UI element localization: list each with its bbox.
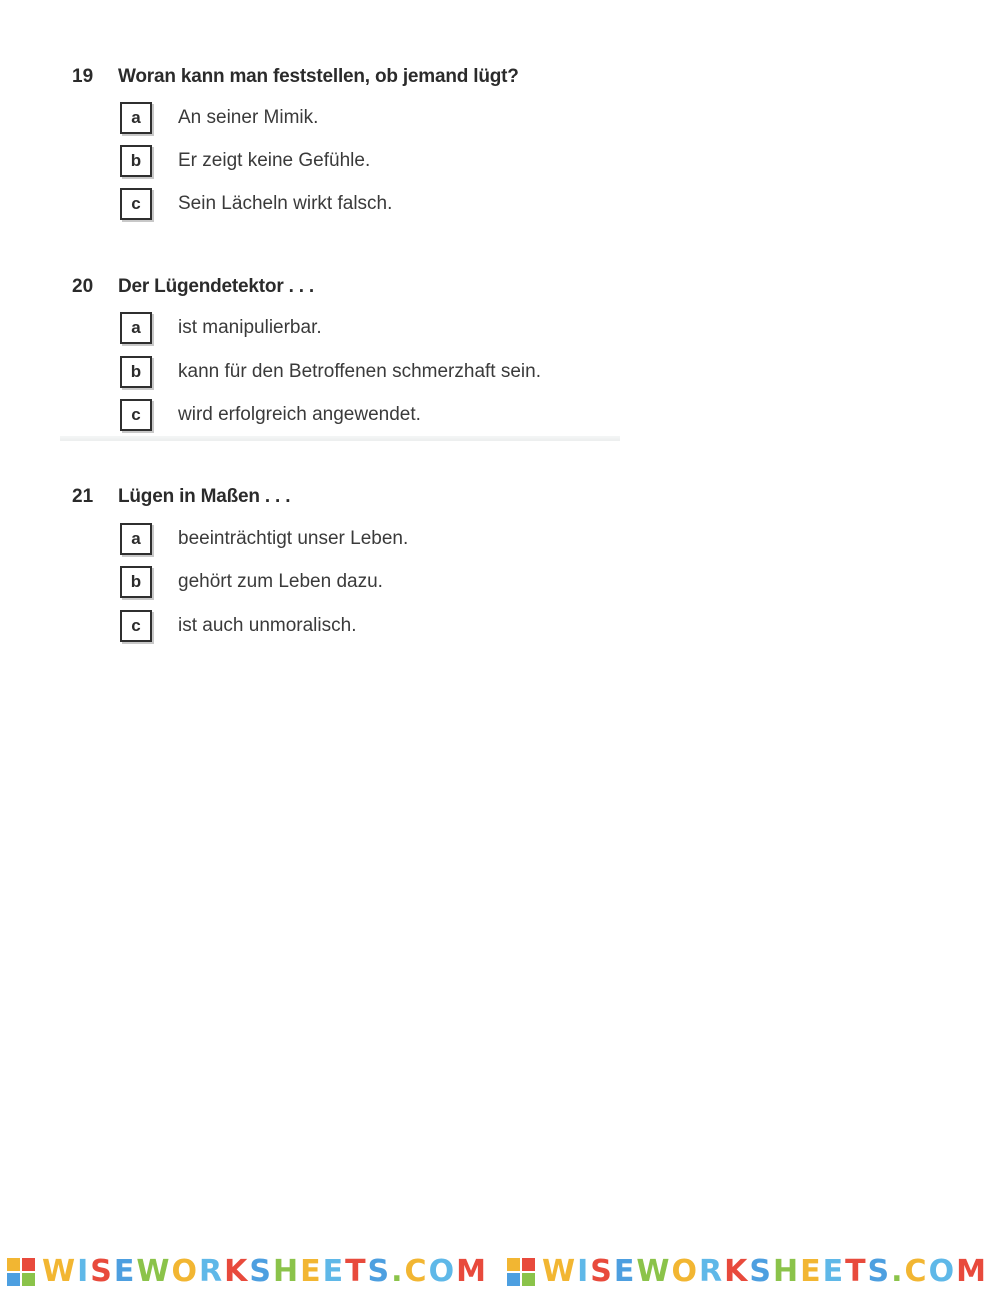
brand-letter: O bbox=[671, 1254, 699, 1289]
brand-letter: M bbox=[956, 1254, 988, 1289]
brand-letter: M bbox=[456, 1254, 488, 1289]
option-checkbox[interactable]: c bbox=[120, 188, 152, 220]
brand-letter: H bbox=[272, 1254, 301, 1289]
wise-logo-icon bbox=[506, 1257, 536, 1287]
option-c[interactable] bbox=[118, 188, 718, 222]
brand-letter: K bbox=[224, 1254, 250, 1289]
option-checkbox[interactable]: b bbox=[120, 566, 152, 598]
question-header bbox=[0, 482, 700, 512]
brand-letter: . bbox=[391, 1254, 405, 1289]
option-checkbox[interactable]: c bbox=[120, 399, 152, 431]
option-checkbox[interactable]: a bbox=[120, 523, 152, 555]
option-b[interactable] bbox=[118, 356, 718, 390]
option-checkbox[interactable]: c bbox=[120, 610, 152, 642]
option-text: Er zeigt keine Gefühle. bbox=[178, 150, 371, 171]
question-number: 21 bbox=[72, 486, 94, 507]
brand-letter: E bbox=[800, 1254, 823, 1289]
option-b[interactable] bbox=[118, 145, 718, 179]
brand-letter: H bbox=[772, 1254, 801, 1289]
brand-letter: S bbox=[90, 1254, 114, 1289]
option-text: An seiner Mimik. bbox=[178, 107, 319, 128]
brand-letter: S bbox=[367, 1254, 392, 1289]
brand-letter: W bbox=[636, 1254, 672, 1289]
brand-letter: S bbox=[749, 1254, 773, 1289]
brand-letter: T bbox=[845, 1254, 868, 1289]
option-text: kann für den Betroffenen schmerzhaft sein. bbox=[178, 361, 541, 382]
section-divider bbox=[60, 436, 620, 441]
brand-letter: R bbox=[198, 1254, 225, 1289]
option-b[interactable] bbox=[118, 566, 718, 600]
question-header bbox=[0, 62, 700, 92]
option-text: ist manipulierbar. bbox=[178, 317, 322, 338]
brand-letter: . bbox=[891, 1254, 905, 1289]
option-text: wird erfolgreich angewendet. bbox=[178, 404, 421, 425]
question-header bbox=[0, 272, 700, 302]
question-text: Woran kann man feststellen, ob jemand lügt? bbox=[118, 66, 519, 87]
brand-letter: O bbox=[928, 1254, 957, 1289]
brand-letter: E bbox=[822, 1254, 846, 1289]
brand-letter: E bbox=[113, 1254, 137, 1289]
brand-letter: C bbox=[904, 1254, 929, 1289]
option-text: gehört zum Leben dazu. bbox=[178, 571, 383, 592]
brand-letter: K bbox=[724, 1254, 750, 1289]
option-c[interactable] bbox=[118, 399, 718, 433]
brand-letter: I bbox=[577, 1254, 591, 1289]
option-a[interactable] bbox=[118, 523, 718, 557]
option-checkbox[interactable]: a bbox=[120, 312, 152, 344]
question-text: Lügen in Maßen . . . bbox=[118, 486, 291, 507]
brand-letter: S bbox=[249, 1254, 273, 1289]
brand-letter: R bbox=[698, 1254, 725, 1289]
brand-letter: E bbox=[300, 1254, 323, 1289]
brand-letter: W bbox=[42, 1254, 78, 1289]
option-text: Sein Lächeln wirkt falsch. bbox=[178, 193, 393, 214]
question-text: Der Lügendetektor . . . bbox=[118, 276, 314, 297]
question-number: 20 bbox=[72, 276, 94, 297]
brand-letter: E bbox=[613, 1254, 637, 1289]
option-text: beeinträchtigt unser Leben. bbox=[178, 528, 409, 549]
option-a[interactable] bbox=[118, 102, 718, 136]
brand-letter: S bbox=[590, 1254, 614, 1289]
brand-letter: W bbox=[542, 1254, 578, 1289]
brand-left bbox=[0, 1255, 500, 1291]
brand-text bbox=[42, 1253, 488, 1291]
option-checkbox[interactable]: b bbox=[120, 356, 152, 388]
option-a[interactable] bbox=[118, 312, 718, 346]
brand-letter: C bbox=[404, 1254, 429, 1289]
option-checkbox[interactable]: b bbox=[120, 145, 152, 177]
brand-letter: E bbox=[322, 1254, 346, 1289]
brand-text bbox=[542, 1253, 988, 1291]
brand-right bbox=[500, 1255, 1000, 1291]
option-checkbox[interactable]: a bbox=[120, 102, 152, 134]
brand-letter: T bbox=[345, 1254, 368, 1289]
wise-logo-icon bbox=[6, 1257, 36, 1287]
footer-watermark bbox=[0, 1255, 1000, 1291]
brand-letter: O bbox=[171, 1254, 199, 1289]
brand-letter: O bbox=[428, 1254, 457, 1289]
option-text: ist auch unmoralisch. bbox=[178, 615, 357, 636]
option-c[interactable] bbox=[118, 610, 718, 644]
question-number: 19 bbox=[72, 66, 94, 87]
brand-letter: S bbox=[867, 1254, 892, 1289]
brand-letter: W bbox=[136, 1254, 172, 1289]
brand-letter: I bbox=[77, 1254, 91, 1289]
